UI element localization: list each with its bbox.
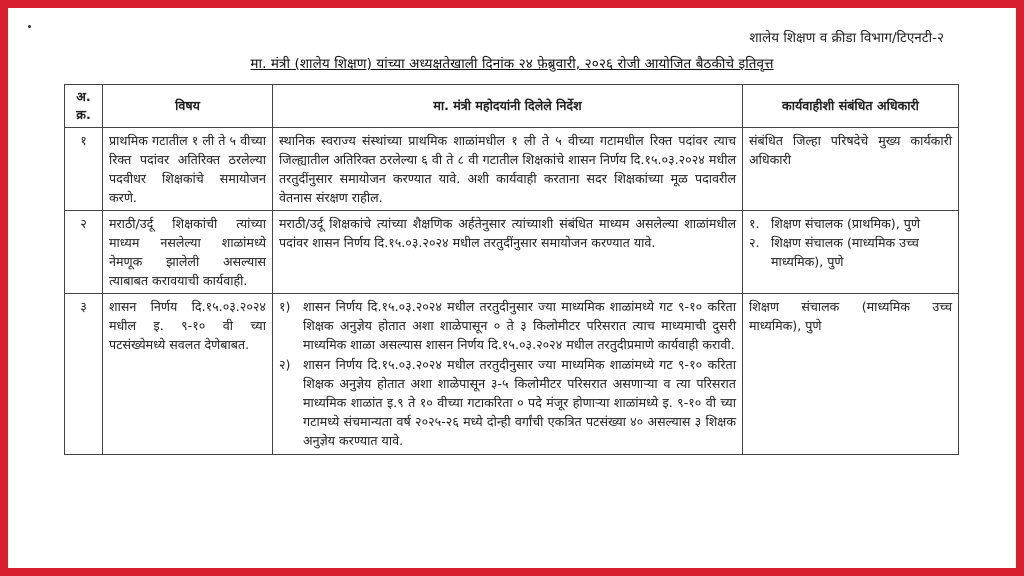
document-title: मा. मंत्री (शालेय शिक्षण) यांच्या अध्यक्षतेखाली दिनांक २४ फ़ेब्रुवारी, २०२६ रोजी आयोजित बैठकीचे इतिवृत्त [250,56,774,72]
row-subject: शासन निर्णय दि.१५.०३.२०२४ मधील इ. ९-१० वी च्या पटसंख्येमध्ये सवलत देणेबाबत. [103,294,273,455]
minutes-table [64,84,959,455]
row-officer [743,211,959,294]
document-page [8,8,1016,568]
row-direction [273,294,743,455]
header-subject: विषय [103,85,273,128]
officer-item-text: शिक्षण संचालक (माध्यमिक उच्च माध्यमिक), पुणे [771,235,919,269]
table-row [65,128,959,211]
header-directions: मा. मंत्री महोदयांनी दिलेले निर्देश [273,85,743,128]
row-officer: शिक्षण संचालक (माध्यमिक उच्च माध्यमिक), पुणे [743,294,959,455]
officer-item-number: १. [749,216,760,231]
header-sr-no: अ. क्र. [65,85,103,128]
direction-item-number: १) [279,299,291,314]
row-sr-no: ३ [65,294,103,455]
row-subject: मराठी/उर्दू शिक्षकांची त्यांच्या माध्यम नसलेल्या शाळांमध्ये नेमणूक झालेली असल्यास त्याबाबत करावयाची कार्यवाही. [103,211,273,294]
direction-item-text: शासन निर्णय दि.१५.०३.२०२४ मधील तरतुदीनुसार ज्या माध्यमिक शाळांमध्ये गट ९-१० करिता शिक्षक अनुज्ञेय होतात अशा शाळेपासून ३-५ किलोमीटर परिसरात असणाऱ्या व त्या परिसरात माध्यमिक शाळांत इ.९ ते १० वीच्या गटाकरिता ० पदे मंजूर होणाऱ्या शाळांमध्ये इ. ९-१० वी च्या गटामध्ये संचमान्यता वर्ष २०२५-२६ मध्ये दोन्ही वर्गांची एकत्रित पटसंख्या ४० असल्यास ३ शिक्षक अनुज्ञेय करण्यात यावे. [303,357,736,448]
row-direction: मराठी/उर्दू शिक्षकांचे त्यांच्या शैक्षणिक अर्हतेनुसार त्यांच्याशी संबंधित माध्यम असलेल्या शाळांमधील पदांवर शासन निर्णय दि.१५.०३.२०२४ मधील तरतुदींनुसार समायोजन करण्यात यावे. [273,211,743,294]
table-row [65,211,959,294]
header-officer: कार्यवाहीशी संबंधित अधिकारी [743,85,959,128]
direction-list-item [279,355,736,450]
officer-list-item [749,214,952,233]
row-subject: प्राथमिक गटातील १ ली ते ५ वीच्या रिक्त पदांवर अतिरिक्त ठरलेल्या पदवीधर शिक्षकांचे समायोजन करणे. [103,128,273,211]
scan-speck [28,25,31,28]
row-sr-no: १ [65,128,103,211]
row-direction: स्थानिक स्वराज्य संस्थांच्या प्राथमिक शाळांमधील १ ली ते ५ वीच्या गटामधील रिक्त पदांवर त्याच जिल्ह्यातील अतिरिक्त ठरलेल्या ६ वी ते ८ वी गटातील शिक्षकांचे शासन निर्णय दि.१५.०३.२०२४ मधील तरतुदींनुसार समायोजन करण्यात यावे. अशी कार्यवाही करताना सदर शिक्षकांच्या मूळ पदावरील वेतनास संरक्षण राहील. [273,128,743,211]
department-reference: शालेय शिक्षण व क्रीडा विभाग/टिएनटी-२ [749,30,944,46]
direction-item-number: २) [279,357,291,372]
officer-item-number: २. [749,235,760,250]
officer-item-text: शिक्षण संचालक (प्राथमिक), पुणे [771,216,920,231]
table-header-row [65,85,959,128]
table-row [65,294,959,455]
direction-list-item [279,297,736,354]
direction-item-text: शासन निर्णय दि.१५.०३.२०२४ मधील तरतुदीनुसार ज्या माध्यमिक शाळांमध्ये गट ९-१० करिता शिक्षक अनुज्ञेय होतात अशा शाळेपासून ० ते ३ किलोमीटर परिसरात त्याच माध्यमाची दुसरी माध्यमिक शाळा असल्यास शासन निर्णय दि.१५.०३.२०२४ मधील तरतुदीप्रमाणे कार्यवाही करावी. [303,299,736,352]
row-sr-no: २ [65,211,103,294]
row-officer: संबंधित जिल्हा परिषदेचे मुख्य कार्यकारी अधिकारी [743,128,959,211]
officer-list-item [749,233,952,271]
